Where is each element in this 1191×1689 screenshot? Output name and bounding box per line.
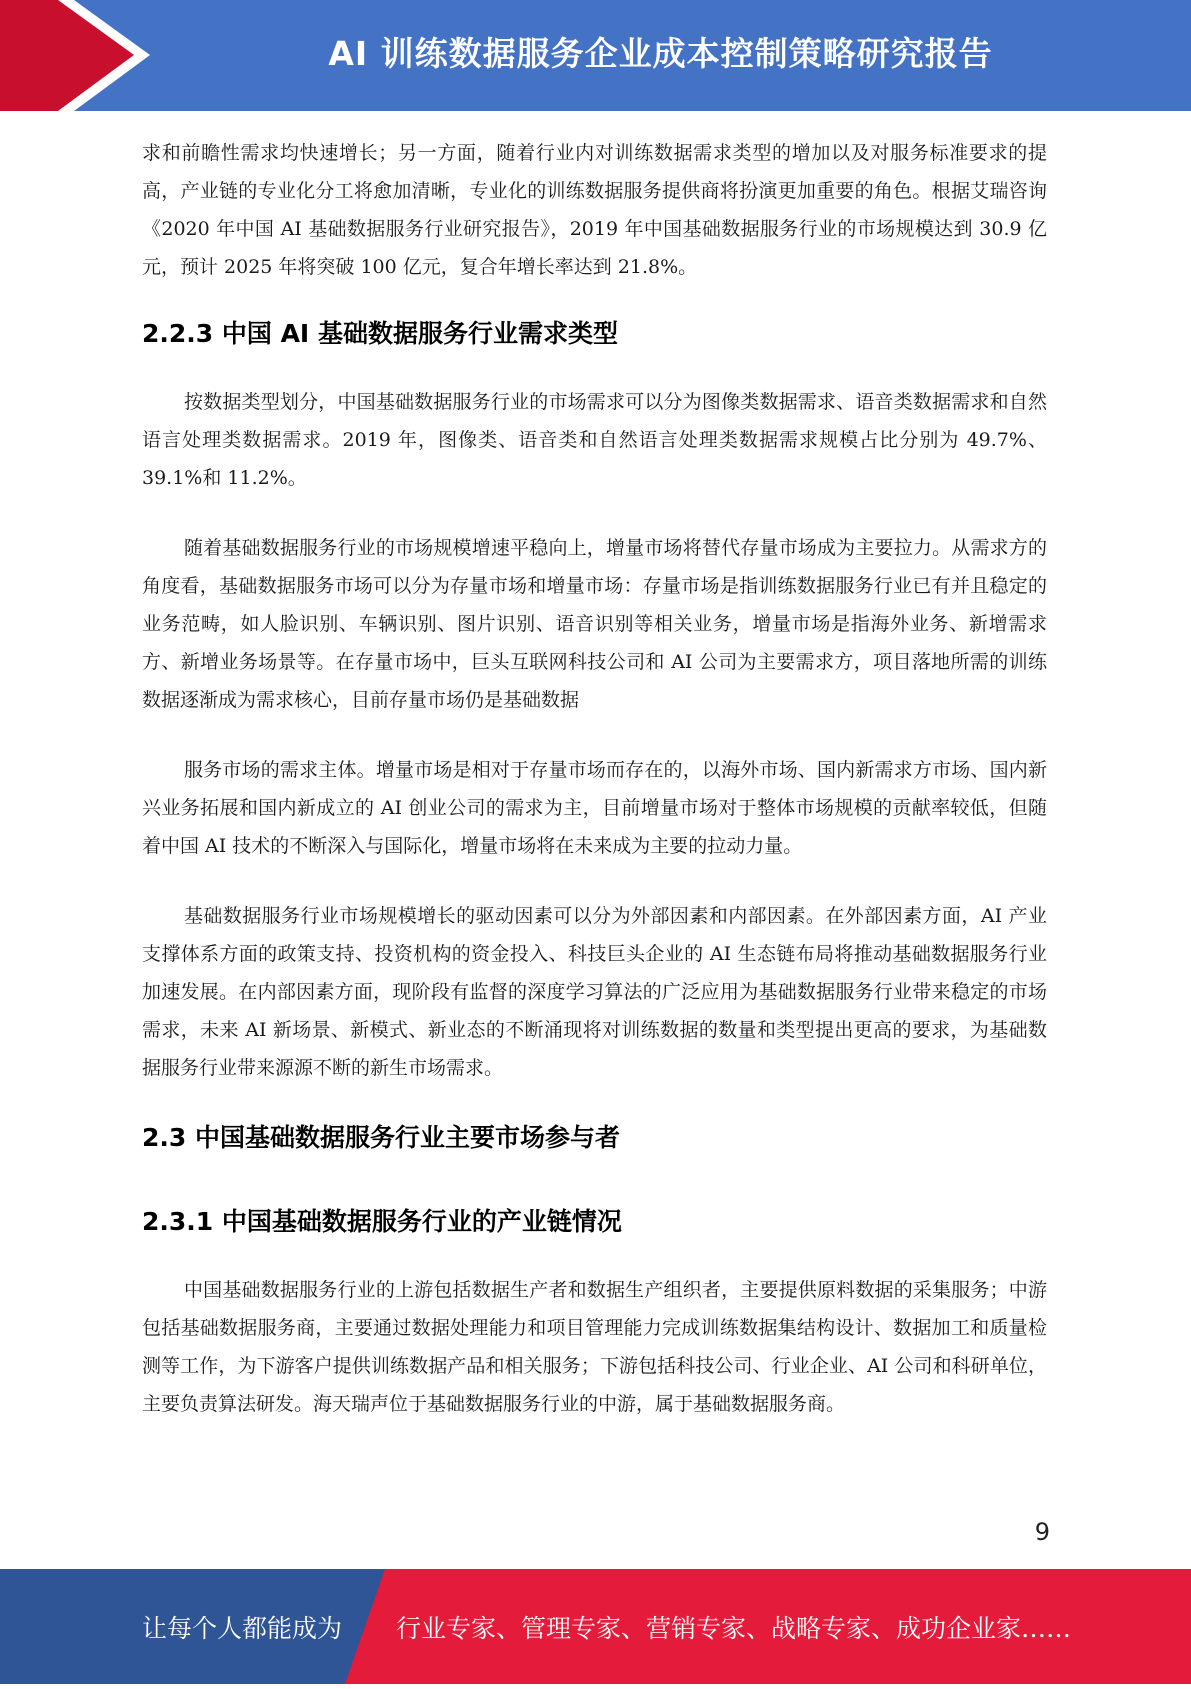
footer-slogan-left: 让每个人都能成为 [142,1614,343,1643]
footer-banner [0,1569,1191,1684]
section-heading-2-3-1: 2.3.1 中国基础数据服务行业的产业链情况 [142,1207,622,1236]
paragraph-market-size: 求和前瞻性需求均快速增长；另一方面，随着行业内对训练数据需求类型的增加以及对服务标准要求的提高，产业链的专业化分工将愈加清晰，专业化的训练数据服务提供商将扮演更加重要的角色。根据艾瑞咨询《2020 年中国 AI 基础数据服务行业研究报告》，2019 年中国基础数据服务行业的市场规模达到 30.9 亿元，预计 2025 年将突破 100 亿元，复合年增长率达到 21.8%。 [142,142,1047,278]
paragraph-demand-types: 按数据类型划分，中国基础数据服务行业的市场需求可以分为图像类数据需求、语音类数据需求和自然语言处理类数据需求。2019 年，图像类、语音类和自然语言处理类数据需求规模占比分别为 49.7%、39.1%和 11.2%。 [142,391,1047,489]
page-number: 9 [1034,1518,1050,1546]
page-content [142,134,1047,1423]
report-title: AI 训练数据服务企业成本控制策略研究报告 [328,34,993,73]
footer-slogan-right: 行业专家、管理专家、营销专家、战略专家、成功企业家…… [396,1614,1072,1643]
paragraph-stock-incremental-market: 随着基础数据服务行业的市场规模增速平稳向上，增量市场将替代存量市场成为主要拉力。从需求方的角度看，基础数据服务市场可以分为存量市场和增量市场：存量市场是指训练数据服务行业已有并且稳定的业务范畴，如人脸识别、车辆识别、图片识别、语音识别等相关业务，增量市场是指海外业务、新增需求方、新增业务场景等。在存量市场中，巨头互联网科技公司和 AI 公司为主要需求方，项目落地所需的训练数据逐渐成为需求核心，目前存量市场仍是基础数据 [142,537,1047,711]
paragraph-industry-chain: 中国基础数据服务行业的上游包括数据生产者和数据生产组织者，主要提供原料数据的采集服务；中游包括基础数据服务商，主要通过数据处理能力和项目管理能力完成训练数据集结构设计、数据加工和质量检测等工作，为下游客户提供训练数据产品和相关服务；下游包括科技公司、行业企业、AI 公司和科研单位，主要负责算法研发。海天瑞声位于基础数据服务行业的中游，属于基础数据服务商。 [142,1279,1047,1415]
paragraph-demand-subject: 服务市场的需求主体。增量市场是相对于存量市场而存在的，以海外市场、国内新需求方市场、国内新兴业务拓展和国内新成立的 AI 创业公司的需求为主，目前增量市场对于整体市场规模的贡献率较低，但随着中国 AI 技术的不断深入与国际化，增量市场将在未来成为主要的拉动力量。 [142,759,1047,857]
section-heading-2-3: 2.3 中国基础数据服务行业主要市场参与者 [142,1123,620,1152]
header-banner [0,0,1191,111]
paragraph-driving-factors: 基础数据服务行业市场规模增长的驱动因素可以分为外部因素和内部因素。在外部因素方面，AI 产业支撑体系方面的政策支持、投资机构的资金投入、科技巨头企业的 AI 生态链布局将推动基础数据服务行业加速发展。在内部因素方面，现阶段有监督的深度学习算法的广泛应用为基础数据服务行业带来稳定的市场需求，未来 AI 新场景、新模式、新业态的不断涌现将对训练数据的数量和类型提出更高的要求，为基础数据服务行业带来源源不断的新生市场需求。 [142,905,1047,1079]
section-heading-2-2-3: 2.2.3 中国 AI 基础数据服务行业需求类型 [142,319,618,348]
